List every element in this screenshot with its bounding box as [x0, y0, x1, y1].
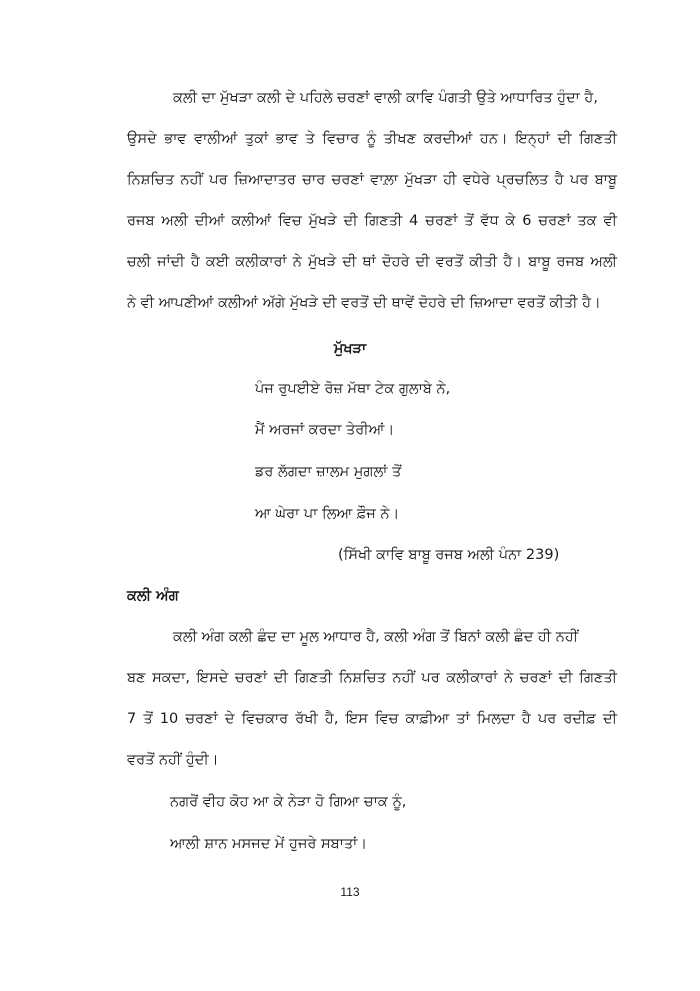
paragraph-2-line-1: ਕਲੀ ਅੰਗ ਕਲੀ ਛੰਦ ਦਾ ਮੂਲ ਆਧਾਰ ਹੈ, ਕਲੀ ਅੰਗ ਤੋਂ ਬਿਨਾਂ ਕਲੀ ਛੰਦ ਹੀ ਨਹੀਂ: [173, 629, 579, 645]
paragraph-1-line-5: ਚਲੀ ਜਾਂਦੀ ਹੈ ਕਈ ਕਲੀਕਾਰਾਂ ਨੇ ਮੁੱਖੜੇ ਦੀ ਥਾਂ ਦੋਹਰੇ ਦੀ ਵਰਤੋਂ ਕੀਤੀ ਹੈ। ਬਾਬੂ ਰਜਬ ਅਲੀ: [127, 254, 617, 270]
mukhra-heading: ਮੁੱਖੜਾ: [333, 341, 367, 357]
paragraph-2-line-3: 7 ਤੋਂ 10 ਚਰਣਾਂ ਦੇ ਵਿਚਕਾਰ ਰੱਖੀ ਹੈ, ਇਸ ਵਿਚ ਕਾਫ਼ੀਆ ਤਾਂ ਮਿਲਦਾ ਹੈ ਪਰ ਰਦੀਫ਼ ਦੀ: [127, 711, 617, 727]
page-number: 113: [340, 885, 360, 899]
kali-ang-heading: ਕਲੀ ਅੰਗ: [127, 588, 179, 604]
mukhra-verse-line-3: ਡਰ ਲੱਗਦਾ ਜ਼ਾਲਮ ਮੁਗਲਾਂ ਤੋਂ: [255, 464, 402, 480]
mukhra-verse-line-4: ਆ ਘੇਰਾ ਪਾ ਲਿਆ ਫ਼ੌਜ ਨੇ।: [255, 506, 400, 522]
paragraph-1-line-4: ਰਜਬ ਅਲੀ ਦੀਆਂ ਕਲੀਆਂ ਵਿਚ ਮੁੱਖੜੇ ਦੀ ਗਿਣਤੀ 4 ਚਰਣਾਂ ਤੋਂ ਵੱਧ ਕੇ 6 ਚਰਣਾਂ ਤਕ ਵੀ: [127, 213, 617, 229]
paragraph-1-line-2: ਉਸਦੇ ਭਾਵ ਵਾਲੀਆਂ ਤੁਕਾਂ ਭਾਵ ਤੇ ਵਿਚਾਰ ਨੂੰ ਤੀਖਣ ਕਰਦੀਆਂ ਹਨ। ਇਨ੍ਹਾਂ ਦੀ ਗਿਣਤੀ: [127, 131, 617, 147]
kali-verse-line-2: ਆਲੀ ਸ਼ਾਨ ਮਸਜਦ ਮੇਂ ਹੁਜਰੇ ਸਬਾਤਾਂ।: [170, 836, 368, 852]
paragraph-1-line-1: ਕਲੀ ਦਾ ਮੁੱਖੜਾ ਕਲੀ ਦੇ ਪਹਿਲੇ ਚਰਣਾਂ ਵਾਲੀ ਕਾਵਿ ਪੰਗਤੀ ਉਤੇ ਆਧਾਰਿਤ ਹੁੰਦਾ ਹੈ,: [173, 90, 598, 106]
mukhra-verse-line-2: ਮੈਂ ਅਰਜਾਂ ਕਰਦਾ ਤੇਰੀਆਂ।: [255, 422, 395, 438]
citation: (ਸਿੱਖੀ ਕਾਵਿ ਬਾਬੂ ਰਜਬ ਅਲੀ ਪੰਨਾ 239): [338, 547, 560, 563]
paragraph-1-line-3: ਨਿਸ਼ਚਿਤ ਨਹੀਂ ਪਰ ਜ਼ਿਆਦਾਤਰ ਚਾਰ ਚਰਣਾਂ ਵਾਲ਼ਾ ਮੁੱਖੜਾ ਹੀ ਵਧੇਰੇ ਪ੍ਰਚਲਿਤ ਹੈ ਪਰ ਬਾਬੂ: [127, 172, 617, 188]
paragraph-2-line-4: ਵਰਤੋਂ ਨਹੀਂ ਹੁੰਦੀ।: [127, 752, 219, 768]
paragraph-2-line-2: ਬਣ ਸਕਦਾ, ਇਸਦੇ ਚਰਣਾਂ ਦੀ ਗਿਣਤੀ ਨਿਸ਼ਚਿਤ ਨਹੀਂ ਪਰ ਕਲੀਕਾਰਾਂ ਨੇ ਚਰਣਾਂ ਦੀ ਗਿਣਤੀ: [127, 670, 617, 686]
mukhra-verse-line-1: ਪੰਜ ਰੁਪਈਏ ਰੋਜ਼ ਮੱਥਾ ਟੇਕ ਗੁਲਾਬੇ ਨੇ,: [255, 381, 451, 397]
kali-verse-line-1: ਨਗਰੋਂ ਵੀਹ ਕੋਹ ਆ ਕੇ ਨੇੜਾ ਹੋ ਗਿਆ ਚਾਕ ਨੂੰ,: [170, 794, 407, 810]
paragraph-1-line-6: ਨੇ ਵੀ ਆਪਣੀਆਂ ਕਲੀਆਂ ਅੱਗੇ ਮੁੱਖੜੇ ਦੀ ਵਰਤੋਂ ਦੀ ਥਾਵੇਂ ਦੋਹਰੇ ਦੀ ਜ਼ਿਆਦਾ ਵਰਤੋਂ ਕੀਤੀ ਹੈ।: [127, 295, 601, 311]
